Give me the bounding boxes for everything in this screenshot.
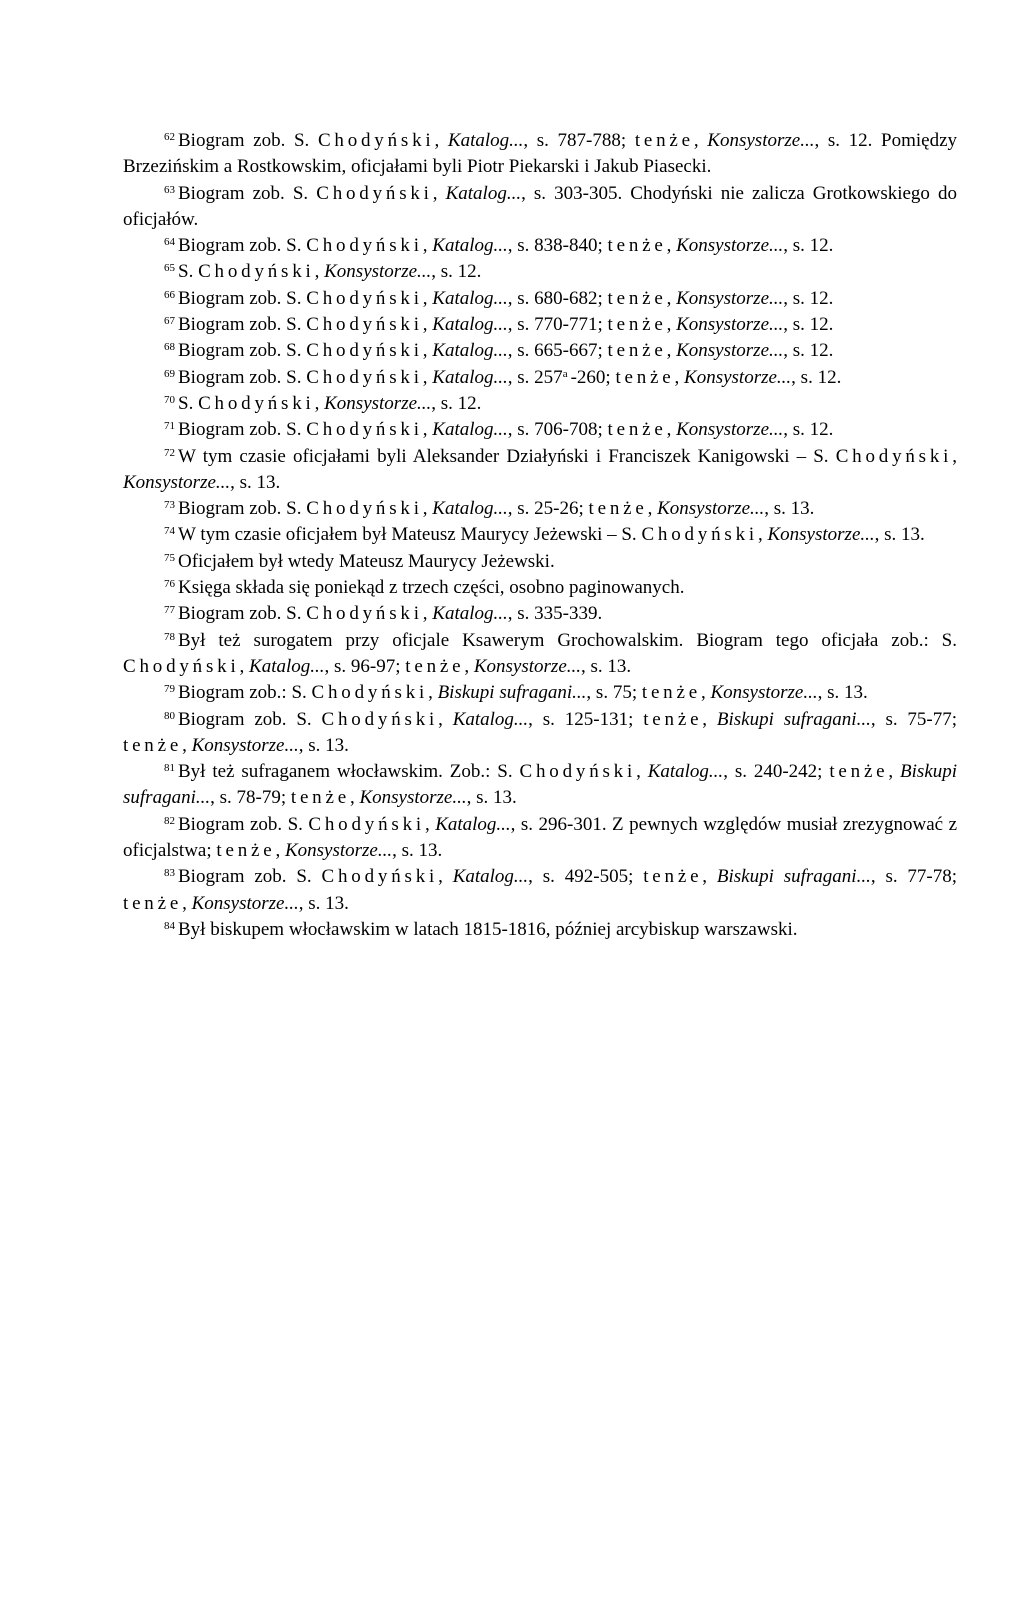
spaced-name: Chodyński xyxy=(311,682,429,704)
footnote-number: 75 xyxy=(164,551,175,564)
footnote-text: , s. 13. xyxy=(230,471,281,493)
footnote-text: , xyxy=(428,682,438,704)
italic-title: Katalog... xyxy=(432,603,508,625)
spaced-name: tenże xyxy=(607,314,667,336)
spaced-name: Chodyński xyxy=(641,524,758,546)
spaced-name: Chodyński xyxy=(317,130,435,151)
spaced-name: Chodyński xyxy=(308,813,425,835)
footnote xyxy=(123,575,957,601)
footnote-text: , s. 13. xyxy=(581,655,632,677)
italic-title: Katalog... xyxy=(435,813,511,835)
footnote-number: 78 xyxy=(164,630,175,643)
footnote-text: , xyxy=(636,761,648,783)
footnote xyxy=(123,601,957,627)
footnote-text: , s. 296-301. Z pewnych względów musiał zrezygnować z oficjalstwa; xyxy=(123,813,958,862)
italic-title: Konsystorze... xyxy=(676,340,784,362)
footnote xyxy=(123,338,957,364)
spaced-name: Chodyński xyxy=(306,314,423,336)
italic-title: Biskupi sufragani... xyxy=(716,708,871,730)
footnote-number: 76 xyxy=(164,578,175,591)
italic-title: Katalog... xyxy=(452,708,529,730)
footnote-number: 70 xyxy=(164,393,175,406)
spaced-name: tenże xyxy=(607,340,667,362)
footnote xyxy=(123,259,957,285)
footnotes-page xyxy=(123,128,957,943)
footnote-text: , xyxy=(314,261,325,283)
italic-title: Katalog... xyxy=(432,366,508,388)
italic-title: Konsystorze... xyxy=(324,392,432,414)
italic-title: Konsystorze... xyxy=(710,682,818,704)
footnote-text: , s. 706-708; xyxy=(507,419,608,441)
footnote-text: , s. 12. xyxy=(431,392,482,414)
spaced-name: tenże xyxy=(643,866,703,888)
footnote-text: , xyxy=(702,708,717,730)
spaced-name: tenże xyxy=(634,130,694,151)
footnote-text: , s. 12. xyxy=(783,314,834,336)
italic-title: Katalog... xyxy=(432,340,508,362)
spaced-name: Chodyński xyxy=(835,445,953,467)
footnote-text: W tym czasie oficjałem był Mateusz Maurycy Jeżewski – S. xyxy=(178,524,642,546)
footnote-text: Był też sufraganem włocławskim. Zob.: S. xyxy=(178,761,520,783)
italic-title: Konsystorze... xyxy=(676,235,784,257)
footnote-number: 83 xyxy=(164,867,175,880)
footnote-number: 67 xyxy=(164,315,175,328)
footnote-number: 66 xyxy=(164,288,175,301)
footnote-number: 69 xyxy=(164,367,175,380)
footnote-text: , xyxy=(888,761,901,783)
footnote-text: , xyxy=(438,866,453,888)
footnote-number: 79 xyxy=(164,683,175,696)
italic-title: Katalog... xyxy=(647,761,724,783)
italic-title: Konsystorze... xyxy=(657,498,765,520)
footnote-number: 77 xyxy=(164,604,175,617)
footnote-text: , s. 303-305. Chodyński nie zalicza Grotkowskiego do oficjałów. xyxy=(123,182,958,230)
footnote-text: Biogram zob. S. xyxy=(178,419,307,441)
footnote xyxy=(123,365,957,391)
footnote-text: , xyxy=(422,287,433,309)
footnote-text: , xyxy=(700,682,711,704)
spaced-name: tenże xyxy=(615,366,675,388)
footnote-text: , xyxy=(422,498,433,520)
footnote-number: 65 xyxy=(164,262,175,275)
footnote-number: 63 xyxy=(164,183,175,196)
footnote-text: W tym czasie oficjałami byli Aleksander Działyński i Franciszek Kanigowski – S. xyxy=(178,445,836,467)
footnote-text: Biogram zob. S. xyxy=(178,813,309,835)
footnote-text: , s. 12. xyxy=(783,340,834,362)
spaced-name: Chodyński xyxy=(306,603,423,625)
spaced-name: tenże xyxy=(123,892,183,914)
italic-title: Konsystorze... xyxy=(123,471,231,493)
footnote-text: , s. 13. xyxy=(392,840,443,862)
spaced-name: Chodyński xyxy=(198,261,315,283)
footnote xyxy=(123,496,957,522)
spaced-name: Chodyński xyxy=(321,708,439,730)
footnote xyxy=(123,522,957,548)
footnote-text: , xyxy=(693,130,708,151)
footnote xyxy=(123,549,957,575)
spaced-name: Chodyński xyxy=(306,498,423,520)
spaced-name: Chodyński xyxy=(306,419,423,441)
footnote-text: , s. 12. xyxy=(783,235,834,257)
footnote-text: , xyxy=(422,340,433,362)
footnote-text: , s. 13. xyxy=(298,892,349,914)
footnote xyxy=(123,312,957,338)
italic-title: Katalog... xyxy=(452,866,529,888)
italic-title: Katalog... xyxy=(445,182,522,204)
footnote xyxy=(123,707,957,760)
footnote-text: Biogram zob. S. xyxy=(178,287,307,309)
footnote-text: , s. 257 xyxy=(507,366,563,388)
italic-title: Konsystorze... xyxy=(359,787,467,809)
footnote-text: , xyxy=(666,287,677,309)
spaced-name: Chodyński xyxy=(306,366,423,388)
spaced-name: Chodyński xyxy=(306,287,423,309)
footnote-text: , xyxy=(647,498,658,520)
italic-title: Katalog... xyxy=(432,235,508,257)
footnote-text: , s. 125-131; xyxy=(528,708,644,730)
italic-title: Katalog... xyxy=(432,498,508,520)
footnote-number: 62 xyxy=(164,131,175,143)
footnote xyxy=(123,391,957,417)
italic-title: Konsystorze... xyxy=(191,892,299,914)
footnote-text: -260; xyxy=(570,366,616,388)
footnote xyxy=(123,128,957,181)
footnote-text: , s. 12. xyxy=(791,366,842,388)
footnote-text: , xyxy=(239,655,250,677)
footnote-text: , xyxy=(422,235,433,257)
italic-title: Konsystorze... xyxy=(676,287,784,309)
footnote-text: Biogram zob. S. xyxy=(178,314,307,336)
footnote-text: , xyxy=(674,366,685,388)
spaced-name: Chodyński xyxy=(123,655,240,677)
italic-title: Katalog... xyxy=(432,287,508,309)
footnote-text: , s. 75-77; xyxy=(870,708,958,730)
footnote-text: , xyxy=(432,182,446,204)
spaced-name: tenże xyxy=(829,761,889,783)
footnote xyxy=(123,680,957,706)
spaced-name: tenże xyxy=(607,287,667,309)
footnote-text: , s. 13. xyxy=(874,524,925,546)
footnote-text: , xyxy=(757,524,768,546)
footnote-text: , xyxy=(422,603,433,625)
footnote-text: Biogram zob. S. xyxy=(178,603,307,625)
footnote-text: , s. 96-97; xyxy=(324,655,406,677)
italic-title: Katalog... xyxy=(249,655,325,677)
italic-title: Biskupi sufragani... xyxy=(437,682,587,704)
footnote-number: 82 xyxy=(164,814,175,827)
footnote-text: Był biskupem włocławskim w latach 1815-1816, później arcybiskup warszawski. xyxy=(178,918,798,940)
footnote-text: , xyxy=(952,445,957,467)
footnote-text: , xyxy=(666,419,677,441)
spaced-name: tenże xyxy=(216,840,276,862)
footnote-text: , s. 77-78; xyxy=(870,866,958,888)
footnote-number: 68 xyxy=(164,341,175,354)
spaced-name: Chodyński xyxy=(321,866,439,888)
footnote-text: , s. 78-79; xyxy=(210,787,291,809)
spaced-name: Chodyński xyxy=(306,235,423,257)
footnote-text: Biogram zob. S. xyxy=(178,340,307,362)
footnote-number: 64 xyxy=(164,236,175,249)
footnote-number: 84 xyxy=(164,919,175,932)
footnote-text: , xyxy=(314,392,325,414)
footnote-text: , xyxy=(349,787,360,809)
footnote-text: S. xyxy=(178,392,199,414)
footnote-text: , s. 25-26; xyxy=(507,498,589,520)
footnote xyxy=(123,233,957,259)
footnote-text: , s. 770-771; xyxy=(507,314,608,336)
footnote-number: 81 xyxy=(164,762,175,775)
spaced-name: tenże xyxy=(588,498,648,520)
italic-title: Konsystorze... xyxy=(676,314,784,336)
footnote-text: Biogram zob. S. xyxy=(178,498,307,520)
footnote-text: , xyxy=(666,340,677,362)
spaced-name: Chodyński xyxy=(316,182,433,204)
footnote xyxy=(123,417,957,443)
italic-title: Katalog... xyxy=(447,130,524,151)
superscript: a xyxy=(562,367,568,380)
footnote-text: , xyxy=(666,235,677,257)
spaced-name: tenże xyxy=(607,419,667,441)
footnote-text: , s. 240-242; xyxy=(723,761,830,783)
spaced-name: tenże xyxy=(123,734,183,756)
footnote xyxy=(123,917,957,943)
footnote-text: Biogram zob. S. xyxy=(178,182,317,204)
spaced-name: Chodyński xyxy=(519,761,637,783)
footnote-number: 74 xyxy=(164,525,175,538)
spaced-name: tenże xyxy=(641,682,701,704)
italic-title: Konsystorze... xyxy=(191,734,299,756)
footnote-text: , s. 13. xyxy=(466,787,517,809)
footnote-text: , s. 12. xyxy=(783,287,834,309)
footnote-text: , s. 335-339. xyxy=(507,603,603,625)
italic-title: Konsystorze... xyxy=(767,524,875,546)
footnote-text: Biogram zob. S. xyxy=(178,366,307,388)
italic-title: Konsystorze... xyxy=(284,840,393,862)
footnote-number: 80 xyxy=(164,709,175,722)
footnote-text: , s. 12. Pomiędzy Brzezińskim a Rostkowskim, oficjałami byli Piotr Piekarski i Jakub Piasecki. xyxy=(123,130,958,178)
footnote-text: , s. 12. xyxy=(431,261,482,283)
italic-title: Katalog... xyxy=(432,419,508,441)
footnote-text: Księga składa się poniekąd z trzech części, osobno paginowanych. xyxy=(178,577,685,599)
footnote-text: , xyxy=(422,366,433,388)
footnote-text: Biogram zob.: S. xyxy=(178,682,312,704)
spaced-name: Chodyński xyxy=(306,340,423,362)
footnote-text: , xyxy=(666,314,677,336)
footnote-text: , xyxy=(182,734,192,756)
footnote xyxy=(123,628,957,681)
footnote-text: , s. 13. xyxy=(817,682,868,704)
footnote-text: , xyxy=(434,130,448,151)
footnote-text: Oficjałem był wtedy Mateusz Maurycy Jeżewski. xyxy=(178,550,555,572)
footnote-text: , xyxy=(422,314,433,336)
footnote-text: Biogram zob. S. xyxy=(178,866,322,888)
footnote xyxy=(123,759,957,812)
footnote-text: , xyxy=(424,813,436,835)
footnote-text: , xyxy=(182,892,192,914)
italic-title: Katalog... xyxy=(432,314,508,336)
footnote-text: , s. 492-505; xyxy=(528,866,644,888)
footnote-number: 71 xyxy=(164,420,175,433)
footnote-text: , xyxy=(702,866,717,888)
spaced-name: tenże xyxy=(405,655,465,677)
footnote-text: , s. 665-667; xyxy=(507,340,608,362)
footnote-text: , s. 13. xyxy=(298,734,349,756)
spaced-name: tenże xyxy=(643,708,703,730)
footnote xyxy=(123,181,957,234)
footnote-text: , xyxy=(438,708,453,730)
footnote-text: , s. 12. xyxy=(783,419,834,441)
footnote-text: Biogram zob. S. xyxy=(178,235,307,257)
italic-title: Biskupi sufragani... xyxy=(123,761,958,809)
italic-title: Konsystorze... xyxy=(324,261,432,283)
footnote-text: , s. 680-682; xyxy=(507,287,608,309)
footnote-text: , xyxy=(275,840,285,862)
footnote xyxy=(123,444,957,497)
italic-title: Konsystorze... xyxy=(473,655,582,677)
italic-title: Konsystorze... xyxy=(707,130,815,151)
footnote-number: 72 xyxy=(164,446,175,459)
footnote-text: S. xyxy=(178,261,199,283)
italic-title: Konsystorze... xyxy=(684,366,792,388)
footnote-text: Biogram zob. S. xyxy=(178,130,318,151)
italic-title: Biskupi sufragani... xyxy=(716,866,871,888)
spaced-name: tenże xyxy=(290,787,350,809)
footnote-text: , s. 838-840; xyxy=(507,235,608,257)
footnotes-list xyxy=(123,128,957,943)
italic-title: Konsystorze... xyxy=(676,419,784,441)
footnote xyxy=(123,864,957,917)
footnote-text: Był też surogatem przy oficjale Ksawerym Grochowalskim. Biogram tego oficjała zob.: S. xyxy=(178,629,957,651)
footnote-text: , xyxy=(422,419,433,441)
footnote-text: , s. 787-788; xyxy=(523,130,635,151)
spaced-name: Chodyński xyxy=(198,392,315,414)
footnote-text: , xyxy=(464,655,474,677)
footnote-text: Biogram zob. S. xyxy=(178,708,322,730)
footnote-text: , s. 13. xyxy=(764,498,815,520)
footnote xyxy=(123,812,957,865)
footnote-number: 73 xyxy=(164,499,175,512)
footnote xyxy=(123,286,957,312)
spaced-name: tenże xyxy=(607,235,667,257)
footnote-text: , s. 75; xyxy=(586,682,642,704)
